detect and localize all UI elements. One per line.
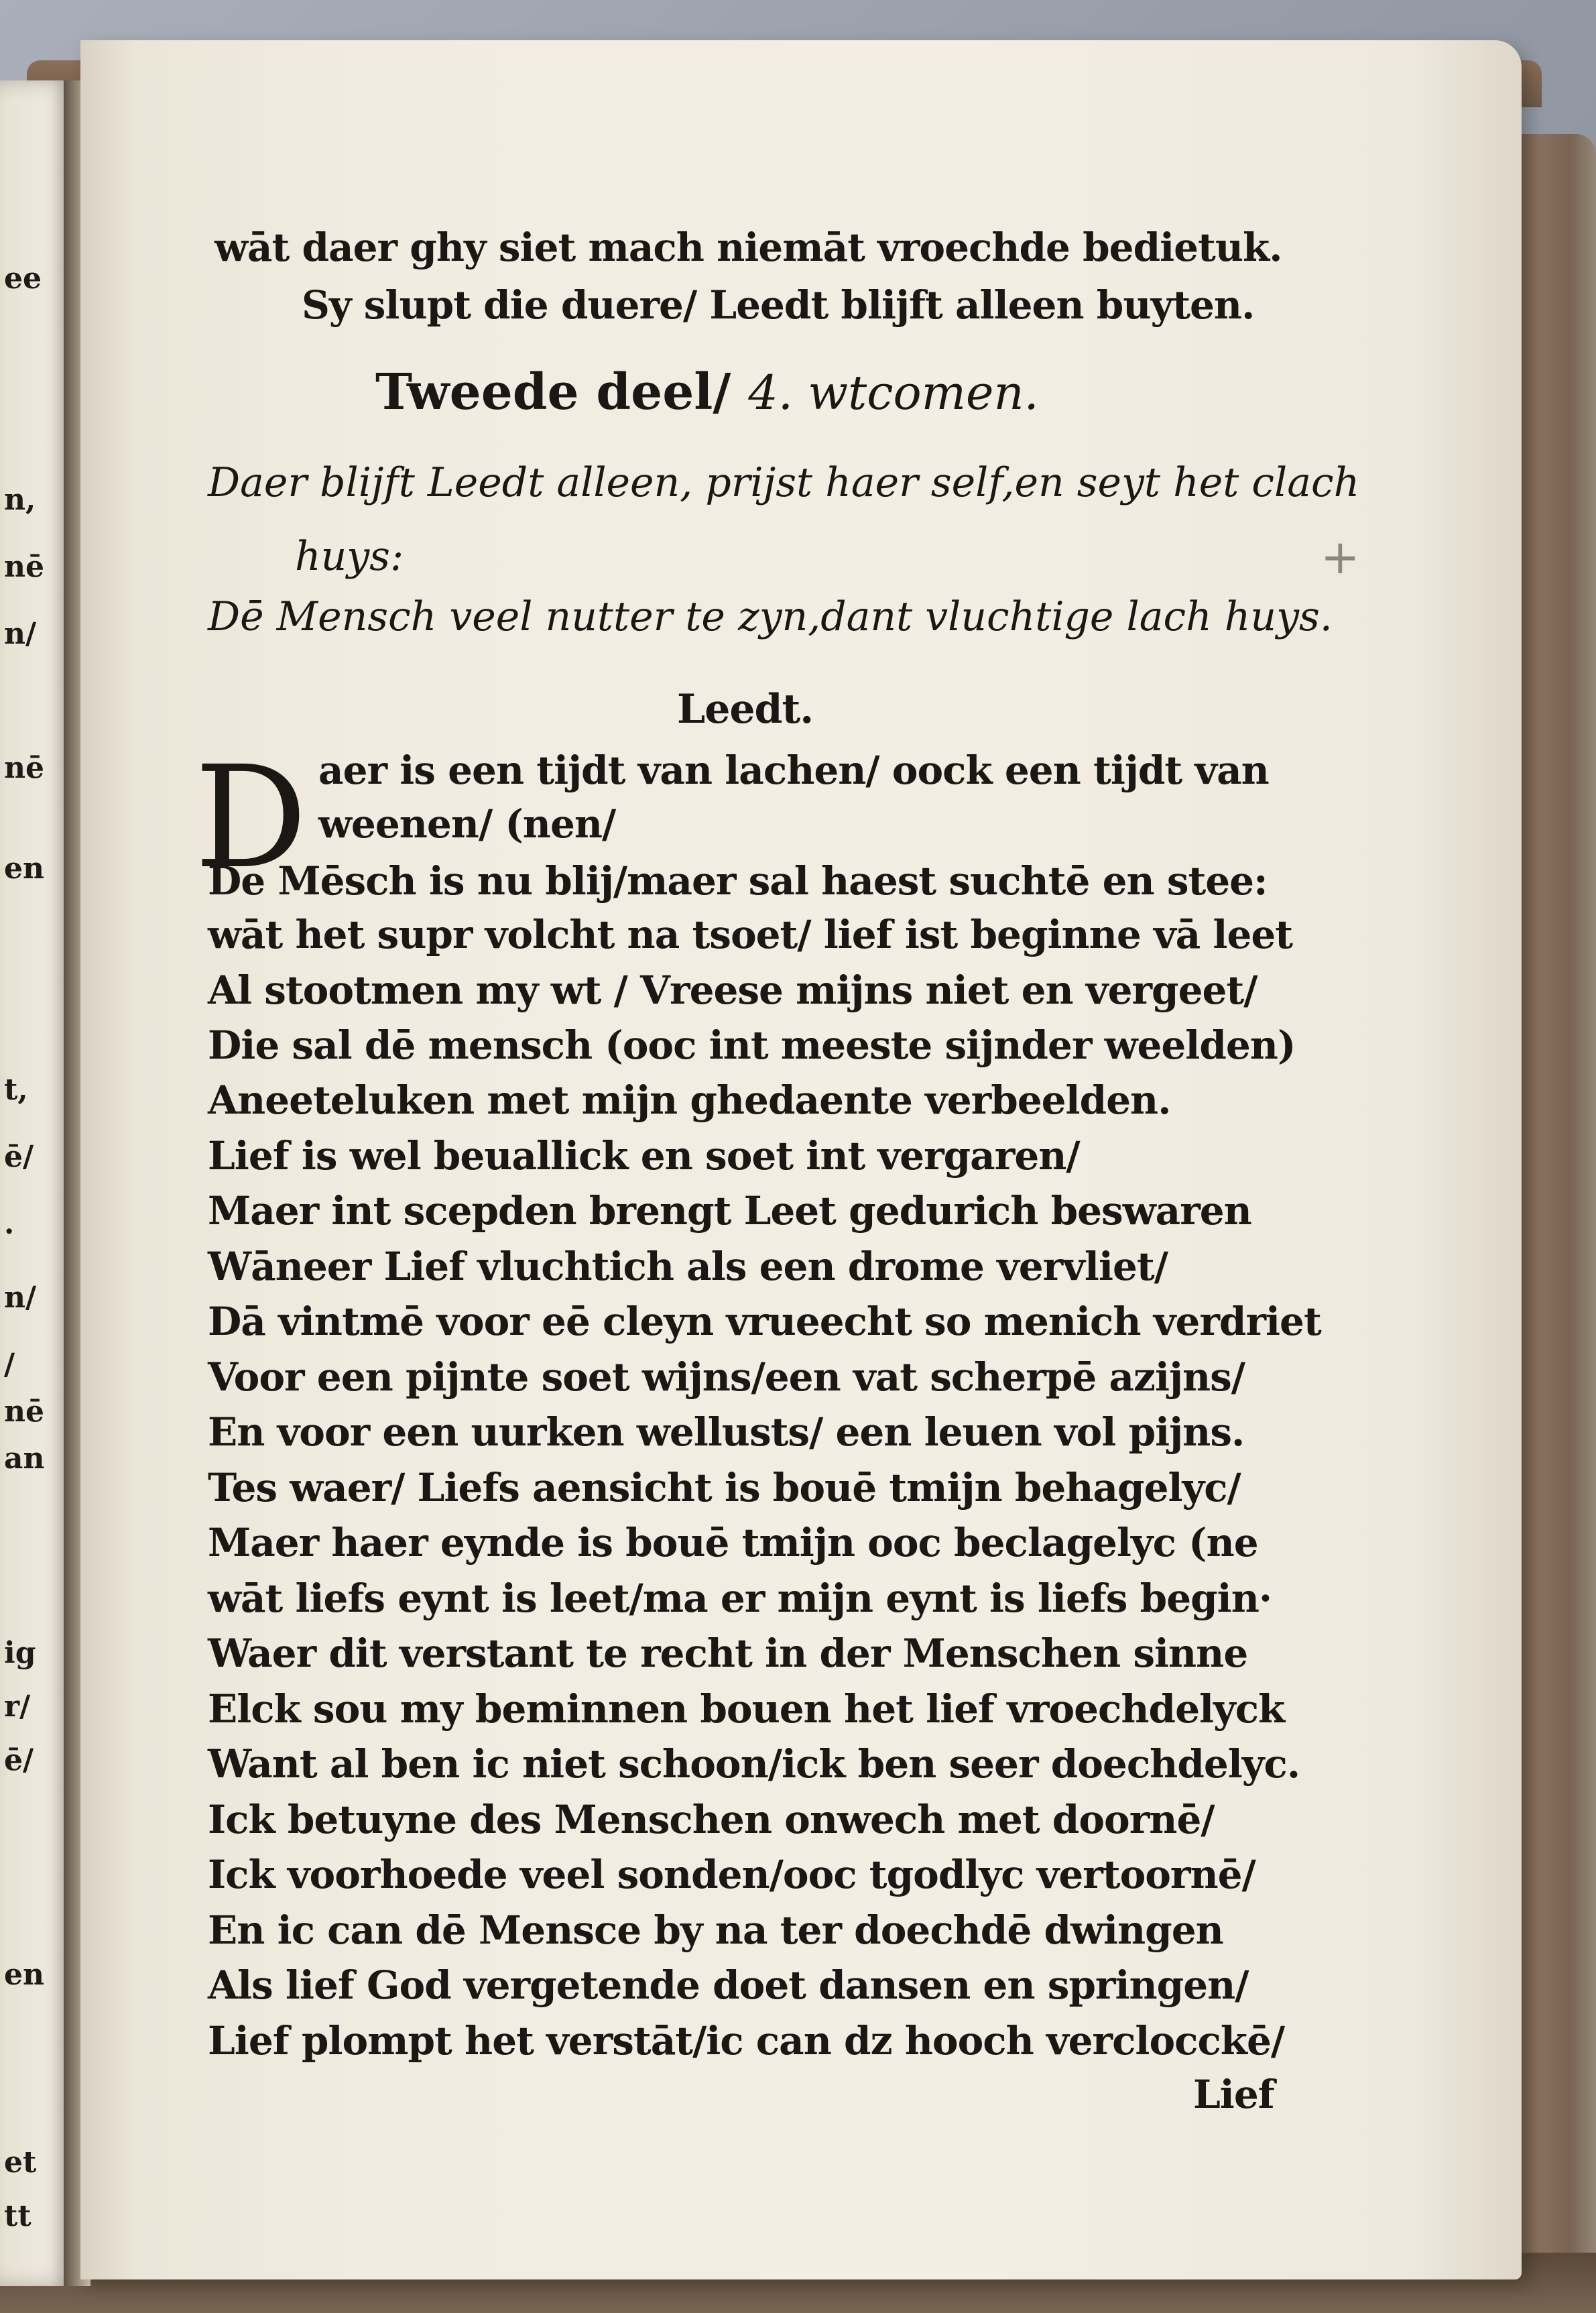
verse-line: De Mēsch is nu blij/maer sal haest suchtē en stee:: [208, 858, 1268, 904]
section-entry: 4. wtcomen.: [748, 365, 1039, 420]
catchword: Lief: [1193, 2072, 1274, 2117]
right-page: [80, 40, 1522, 2279]
stage-direction-line: Dē Mensch veel nutter te zyn,dant vluchtige lach huys.: [208, 593, 1333, 640]
left-page-fragment: nē: [4, 550, 44, 584]
left-page: [0, 80, 74, 2286]
pencil-cross-mark: +: [1321, 530, 1360, 585]
left-page-fragment: en: [4, 1958, 44, 1992]
section-heading: [375, 363, 1039, 421]
verse-line: weenen/ (nen/: [318, 801, 616, 847]
verse-line: Want al ben ic niet schoon/ick ben seer doechdelyc.: [208, 1741, 1300, 1787]
speaker-name: Leedt.: [677, 686, 814, 733]
left-page-fragment: ē/: [4, 1743, 34, 1777]
verse-line: wāt het supr volcht na tsoet/ lief ist beginne vā leet: [208, 912, 1293, 957]
verse-line: Die sal dē mensch (ooc int meeste sijnder weelden): [208, 1022, 1296, 1068]
verse-line: Maer haer eynde is bouē tmijn ooc beclagelyc (ne: [208, 1520, 1258, 1565]
left-page-fragment: en: [4, 851, 44, 886]
section-part: Tweede deel/: [375, 363, 731, 421]
verse-line: Lief plompt het verstāt/ic can dz hooch verclocckē/: [208, 2018, 1285, 2064]
verse-line: Maer int scepden brengt Leet gedurich beswaren: [208, 1188, 1251, 1234]
stage-direction-line: Daer blijft Leedt alleen, prijst haer self,en seyt het clach: [208, 459, 1360, 506]
left-page-fragment: n/: [4, 617, 37, 651]
left-page-fragment: .: [4, 1207, 15, 1241]
verse-line: Tes waer/ Liefs aensicht is bouē tmijn behagelyc/: [208, 1465, 1241, 1510]
verse-line: Elck sou my beminnen bouen het lief vroechdelyck: [208, 1686, 1285, 1732]
left-page-fragment: an: [4, 1441, 45, 1476]
verso-header-line: wāt daer ghy siet mach niemāt vroechde bedietuk.: [214, 225, 1282, 270]
verse-line: Ick voorhoede veel sonden/ooc tgodlyc vertoornē/: [208, 1852, 1255, 1897]
left-page-fragment: nē: [4, 1395, 44, 1429]
left-page-fragment: r/: [4, 1689, 31, 1724]
verse-line: Lief is wel beuallick en soet int vergaren/: [208, 1133, 1080, 1179]
verse-line: wāt liefs eynt is leet/ma er mijn eynt is liefs begin·: [208, 1576, 1272, 1621]
verse-line: Aneeteluken met mijn ghedaente verbeelden.: [208, 1077, 1171, 1123]
verse-line: En ic can dē Mensce by na ter doechdē dwingen: [208, 1907, 1223, 1953]
verse-line: En voor een uurken wellusts/ een leuen vol pijns.: [208, 1409, 1245, 1455]
verse-line: Wāneer Lief vluchtich als een drome vervliet/: [208, 1244, 1168, 1289]
left-page-fragment: ee: [4, 261, 42, 296]
verse-line: aer is een tijdt van lachen/ oock een tijdt van: [318, 748, 1269, 793]
left-page-fragment: n/: [4, 1281, 37, 1315]
verse-line: Al stootmen my wt / Vreese mijns niet en vergeet/: [208, 967, 1257, 1013]
dropcap-initial: D: [194, 735, 308, 900]
left-page-fragment: ē/: [4, 1140, 34, 1174]
verse-line: Waer dit verstant te recht in der Menschen sinne: [208, 1630, 1248, 1676]
left-page-fragment: /: [4, 1348, 15, 1382]
left-page-fragment: n,: [4, 483, 36, 517]
left-page-fragment: ig: [4, 1636, 36, 1670]
verse-line: Als lief God vergetende doet dansen en springen/: [208, 1962, 1249, 2008]
verse-line: Dā vintmē voor eē cleyn vrueecht so menich verdriet: [208, 1299, 1321, 1344]
left-page-fragment: t,: [4, 1073, 28, 1107]
verse-line: Voor een pijnte soet wijns/een vat scherpē azijns/: [208, 1354, 1245, 1400]
verse-line: Ick betuyne des Menschen onwech met doornē/: [208, 1797, 1215, 1842]
left-page-fragment: nē: [4, 751, 44, 785]
verso-header-line: Sy slupt die duere/ Leedt blijft alleen buyten.: [302, 282, 1255, 328]
stage-direction-line: huys:: [295, 533, 404, 580]
left-page-fragment: et: [4, 2145, 37, 2180]
left-page-fragment: tt: [4, 2199, 32, 2233]
